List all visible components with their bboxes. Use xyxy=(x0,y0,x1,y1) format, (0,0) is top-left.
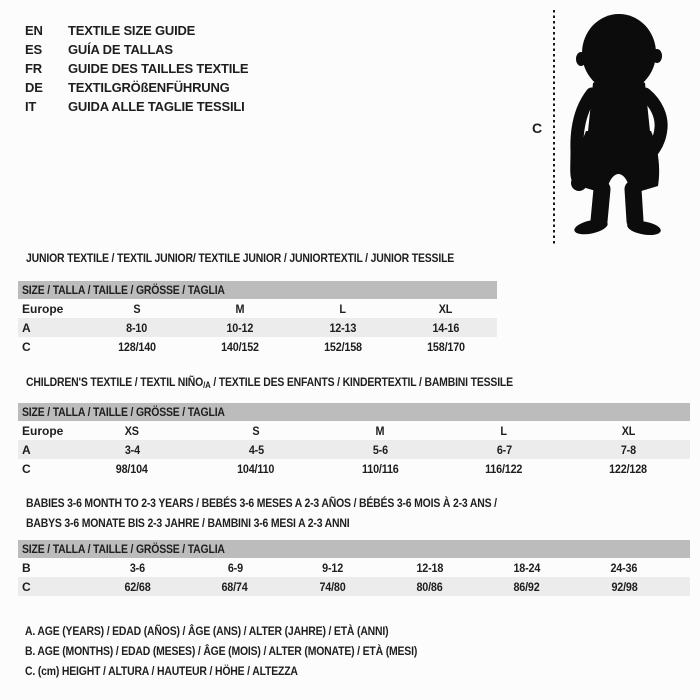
table-cell: 74/80 xyxy=(319,579,346,594)
junior-section-title xyxy=(26,251,518,265)
table-cell: 92/98 xyxy=(611,579,638,594)
title-subscript: /A xyxy=(203,380,211,390)
table-cell: 12-13 xyxy=(329,320,356,335)
table-row-height xyxy=(18,577,690,596)
language-row-it xyxy=(25,97,248,116)
table-cell: 62/68 xyxy=(124,579,151,594)
table-cell: 6-9 xyxy=(227,560,243,575)
table-cell: 122/128 xyxy=(609,461,647,476)
row-label: Europe xyxy=(22,423,64,438)
table-cell: S xyxy=(252,423,260,438)
table-cell: 140/152 xyxy=(220,339,259,354)
babies-title-line1: BABIES 3-6 MONTH TO 2-3 YEARS / BEBÉS 3-6 MESES A 2-3 AÑOS / BÉBÉS 3-6 MOIS À 2-3 ANS / xyxy=(26,496,497,510)
language-title: GUIDA ALLE TAGLIE TESSILI xyxy=(68,99,245,114)
table-cell: 6-7 xyxy=(496,442,512,457)
table-row-months xyxy=(18,558,690,577)
table-cell: 68/74 xyxy=(221,579,249,594)
table-cell: M xyxy=(235,301,244,316)
size-header-bar xyxy=(18,540,690,558)
legend-note-age-months: B. AGE (MONTHS) / EDAD (MESES) / ÂGE (MOIS) / ALTER (MONATE) / ETÀ (MESI) xyxy=(25,644,418,658)
language-title: GUIDE DES TAILLES TEXTILE xyxy=(68,61,249,76)
size-header-label: SIZE / TALLA / TAILLE / GRÖSSE / TAGLIA xyxy=(22,283,225,297)
language-title: TEXTILGRÖßENFÜHRUNG xyxy=(68,80,230,95)
table-row-europe xyxy=(18,299,497,318)
table-cell: 98/104 xyxy=(116,461,148,476)
table-row-europe xyxy=(18,421,690,440)
table-cell: 24-36 xyxy=(610,560,638,575)
language-row-es xyxy=(25,40,248,59)
language-title: GUÍA DE TALLAS xyxy=(68,42,173,57)
table-cell: XL xyxy=(621,423,635,438)
row-label: A xyxy=(22,320,31,335)
legend-note-height: C. (cm) HEIGHT / ALTURA / HAUTEUR / HÖHE / ALTEZZA xyxy=(25,664,298,678)
language-code: EN xyxy=(25,23,43,38)
table-cell: 12-18 xyxy=(416,560,444,575)
children-size-table xyxy=(18,403,690,478)
table-cell: 14-16 xyxy=(432,320,459,335)
table-cell: 128/140 xyxy=(117,339,156,354)
table-cell: 158/170 xyxy=(426,339,465,354)
language-row-fr xyxy=(25,59,248,78)
table-cell: S xyxy=(132,301,141,316)
children-section-title-text: CHILDREN'S TEXTILE / TEXTIL $NIÑO_{/A}$ / TEXTILE DES ENFANTS / KINDERTEXTIL / BAMBINI TESSILE xyxy=(26,375,513,390)
row-label: C xyxy=(22,339,31,354)
table-cell: M xyxy=(375,423,385,438)
language-row-en xyxy=(25,21,248,40)
height-measure-label: C xyxy=(532,120,543,136)
language-list xyxy=(25,21,248,116)
table-row-age xyxy=(18,318,497,337)
language-code: IT xyxy=(25,99,37,114)
table-cell: L xyxy=(500,423,508,438)
table-cell: 3-4 xyxy=(124,442,140,457)
babies-size-table xyxy=(18,540,690,596)
row-label: C xyxy=(22,579,31,594)
height-measure-dotted-line xyxy=(553,10,555,246)
size-header-label: SIZE / TALLA / TAILLE / GRÖSSE / TAGLIA xyxy=(22,542,225,556)
row-label: A xyxy=(22,442,31,457)
junior-section-title-text: JUNIOR TEXTILE / TEXTIL JUNIOR/ TEXTILE JUNIOR / JUNIORTEXTIL / JUNIOR TESSILE xyxy=(26,251,455,265)
size-header-bar xyxy=(18,403,690,421)
table-cell: XS xyxy=(124,423,140,438)
size-header-bar xyxy=(18,281,497,299)
table-row-age xyxy=(18,440,690,459)
table-cell: 18-24 xyxy=(513,560,541,575)
language-title: TEXTILE SIZE GUIDE xyxy=(68,23,196,38)
table-cell: 104/110 xyxy=(237,461,275,476)
table-cell: 80/86 xyxy=(416,579,443,594)
size-header-label: SIZE / TALLA / TAILLE / GRÖSSE / TAGLIA xyxy=(22,405,225,419)
language-code: DE xyxy=(25,80,43,95)
legend-note-age-years: A. AGE (YEARS) / EDAD (AÑOS) / ÂGE (ANS) / ALTER (JAHRE) / ETÀ (ANNI) xyxy=(25,624,389,638)
row-label: B xyxy=(22,560,31,575)
table-cell: 86/92 xyxy=(513,579,541,594)
row-label: Europe xyxy=(22,301,64,316)
table-cell: 10-12 xyxy=(226,320,253,335)
table-cell: L xyxy=(339,301,346,316)
row-label: C xyxy=(22,461,31,476)
table-row-height xyxy=(18,337,497,356)
children-section-title xyxy=(26,375,586,392)
babies-title-line2: BABYS 3-6 MONATE BIS 2-3 JAHRE / BAMBINI 3-6 MESI A 2-3 ANNI xyxy=(26,516,350,530)
language-code: ES xyxy=(25,42,42,57)
table-cell: 4-5 xyxy=(248,442,264,457)
table-cell: 116/122 xyxy=(485,461,523,476)
table-cell: 7-8 xyxy=(620,442,636,457)
table-cell: 5-6 xyxy=(372,442,388,457)
junior-size-table xyxy=(18,281,497,356)
table-cell: 3-6 xyxy=(130,560,146,575)
babies-section-title xyxy=(26,496,567,536)
table-cell: 8-10 xyxy=(126,320,147,335)
language-code: FR xyxy=(25,61,42,76)
table-row-height xyxy=(18,459,690,478)
table-cell: 9-12 xyxy=(321,560,343,575)
table-cell: XL xyxy=(438,301,453,316)
baby-silhouette-icon xyxy=(562,13,668,239)
table-cell: 110/116 xyxy=(361,461,399,476)
table-cell: 152/158 xyxy=(323,339,362,354)
language-row-de xyxy=(25,78,248,97)
